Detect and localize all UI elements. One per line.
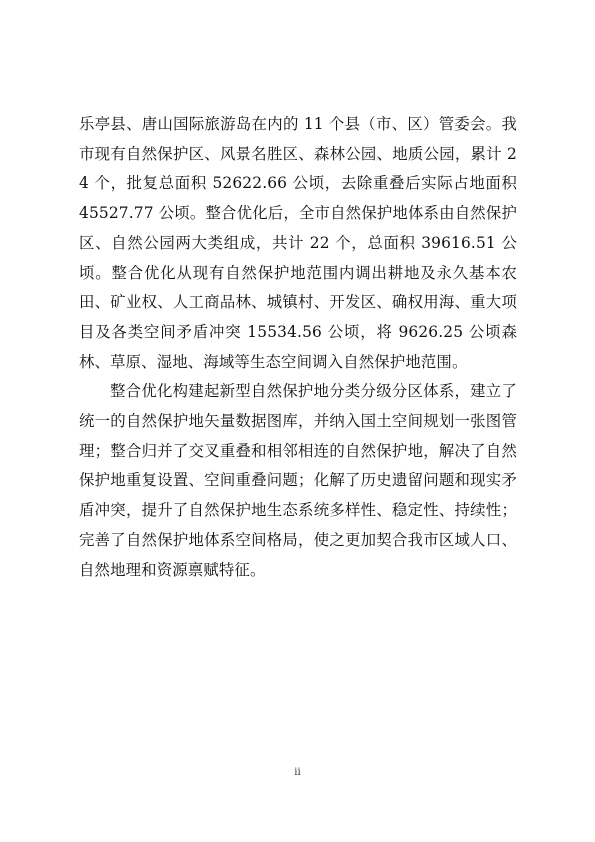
paragraph-continuation: 乐亭县、唐山国际旅游岛在内的 11 个县（市、区）管委会。我市现有自然保护区、风景名胜区、森林公园、地质公园，累计 24 个，批复总面积 52622.66 公顷，去除重叠后实际占地面积 45527.77 公顷。整合优化后，全市自然保护地体系由自然保护区、自然公园两大类组成，共计 22 个，总面积 39616.51 公顷。整合优化从现有自然保护地范围内调出耕地及永久基本农田、矿业权、人工商品林、城镇村、开发区、确权用海、重大项目及各类空间矛盾冲突 15534.56 公顷，将 9626.25 公顷森林、草原、湿地、海域等生态空间调入自然保护地范围。 <box>79 115 517 371</box>
page-number: ii <box>294 767 301 778</box>
document-body <box>79 110 517 585</box>
paragraph-integration-results: 整合优化构建起新型自然保护地分类分级分区体系，建立了统一的自然保护地矢量数据图库，并纳入国土空间规划一张图管理；整合归并了交叉重叠和相邻相连的自然保护地，解决了自然保护地重复设置、空间重叠问题；化解了历史遗留问题和现实矛盾冲突，提升了自然保护地生态系统多样性、稳定性、持续性；完善了自然保护地体系空间格局，使之更加契合我市区域人口、自然地理和资源禀赋特征。 <box>79 382 517 579</box>
